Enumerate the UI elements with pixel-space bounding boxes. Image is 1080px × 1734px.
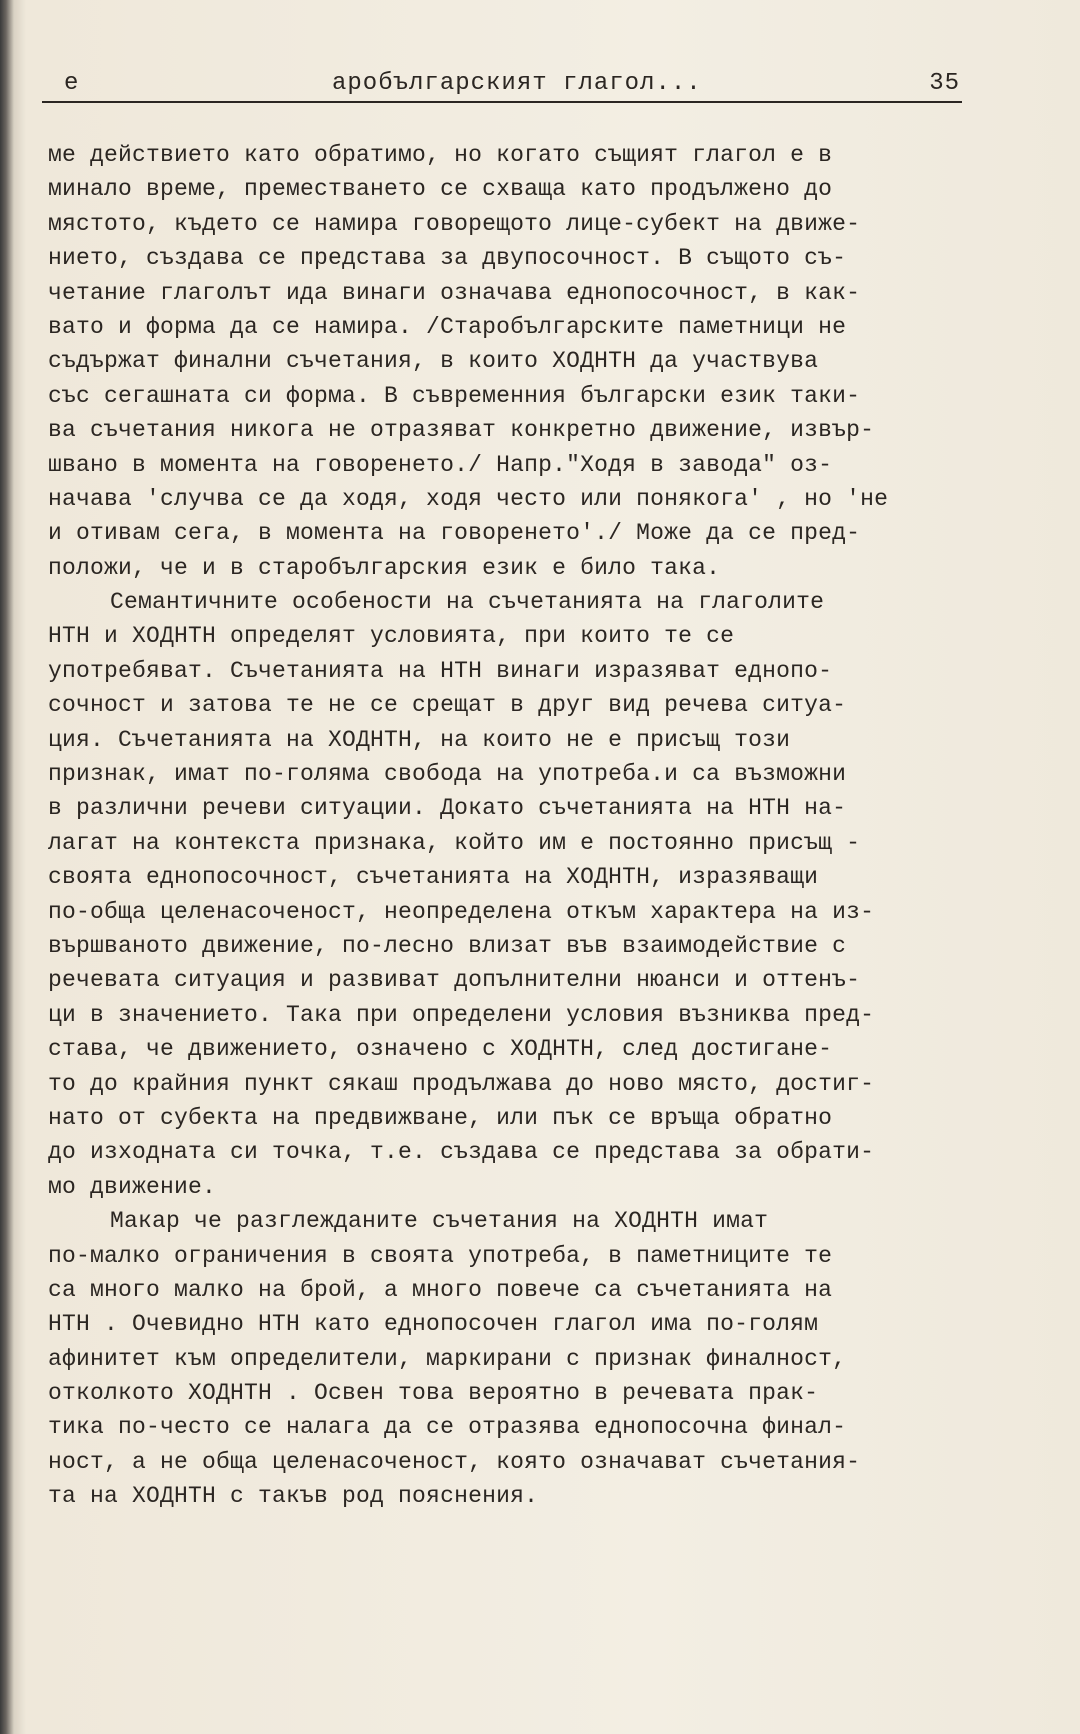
body-text bbox=[48, 138, 978, 1514]
text-line: лагат на контекста признака, който им е постоянно присъщ - bbox=[48, 829, 861, 856]
text-line: НТН и ХОДНТН определят условията, при които те се bbox=[48, 623, 735, 650]
text-line: афинитет към определители, маркирани с признак финалност, bbox=[48, 1345, 847, 1372]
text-line: минало време, преместването се схваща като продължено до bbox=[48, 176, 833, 203]
page-number: 35 bbox=[929, 70, 960, 97]
text-line: по-малко ограничения в своята употреба, в паметниците те bbox=[48, 1242, 833, 1269]
text-line: вършваното движение, по-лесно влизат във взаимодействие с bbox=[48, 932, 847, 959]
text-line: речевата ситуация и развиват допълнителни нюанси и оттенъ- bbox=[48, 967, 861, 994]
text-line: Макар че разглежданите съчетания на ХОДНТН имат bbox=[110, 1208, 769, 1235]
text-line: употребяват. Съчетанията на НТН винаги изразяват еднопо- bbox=[48, 657, 833, 684]
header-rule bbox=[42, 101, 962, 103]
text-line: та на ХОДНТН с такъв род пояснения. bbox=[48, 1483, 539, 1510]
text-line: сочност и затова те не се срещат в друг вид речева ситуа- bbox=[48, 692, 847, 719]
text-line: са много малко на брой, а много повече са съчетанията на bbox=[48, 1276, 833, 1303]
text-line: ция. Съчетанията на ХОДНТН, на които не е присъщ този bbox=[48, 726, 791, 753]
text-line: положи, че и в старобългарския език е било така. bbox=[48, 554, 721, 581]
running-header bbox=[42, 70, 962, 102]
header-title: аробългарският глагол... bbox=[332, 70, 702, 97]
text-line: то до крайния пункт сякаш продължава до ново място, достиг- bbox=[48, 1070, 875, 1097]
text-line: тика по-често се налага да се отразява еднопосочна финал- bbox=[48, 1414, 847, 1441]
text-line: нието, създава се представа за двупосочност. В същото съ- bbox=[48, 245, 847, 272]
text-line: ност, а не обща целенасоченост, която означават съчетания- bbox=[48, 1448, 861, 1475]
text-line: ва съчетания никога не отразяват конкретно движение, извър- bbox=[48, 417, 875, 444]
text-line: мястото, където се намира говорещото лице-субект на движе- bbox=[48, 210, 861, 237]
text-line: НТН . Очевидно НТН като еднопосочен глагол има по-голям bbox=[48, 1311, 819, 1338]
text-line: вато и форма да се намира. /Старобългарските паметници не bbox=[48, 313, 847, 340]
header-left-fragment: е bbox=[64, 70, 80, 97]
text-line: нато от субекта на предвижване, или пък се връща обратно bbox=[48, 1104, 833, 1131]
text-line: швано в момента на говоренето./ Напр."Ходя в завода" оз- bbox=[48, 451, 833, 478]
text-line: става, че движението, означено с ХОДНТН, след достигане- bbox=[48, 1036, 833, 1063]
text-line: и отивам сега, в момента на говоренето'./ Може да се пред- bbox=[48, 520, 861, 547]
text-line: по-обща целенасоченост, неопределена откъм характера на из- bbox=[48, 898, 875, 925]
text-line: ци в значението. Така при определени условия възниква пред- bbox=[48, 1001, 875, 1028]
text-line: мо движение. bbox=[48, 1173, 217, 1200]
text-line: до изходната си точка, т.е. създава се представа за обрати- bbox=[48, 1139, 875, 1166]
text-line: признак, имат по-голяма свобода на употреба.и са възможни bbox=[48, 761, 847, 788]
text-line: своята еднопосочност, съчетанията на ХОДНТН, изразяващи bbox=[48, 864, 819, 891]
text-line: отколкото ХОДНТН . Освен това вероятно в речевата прак- bbox=[48, 1380, 819, 1407]
text-line: Семантичните особености на съчетанията на глаголите bbox=[110, 589, 825, 616]
text-line: със сегашната си форма. В съвременния български език таки- bbox=[48, 382, 861, 409]
text-line: четание глаголът ида винаги означава еднопосочност, в как- bbox=[48, 279, 861, 306]
text-line: в различни речеви ситуации. Докато съчетанията на НТН на- bbox=[48, 795, 847, 822]
text-line: начава 'случва се да ходя, ходя често или понякога' , но 'не bbox=[48, 485, 889, 512]
text-line: ме действието като обратимо, но когато същият глагол е в bbox=[48, 142, 833, 168]
text-line: съдържат финални съчетания, в които ХОДНТН да участвува bbox=[48, 348, 819, 375]
